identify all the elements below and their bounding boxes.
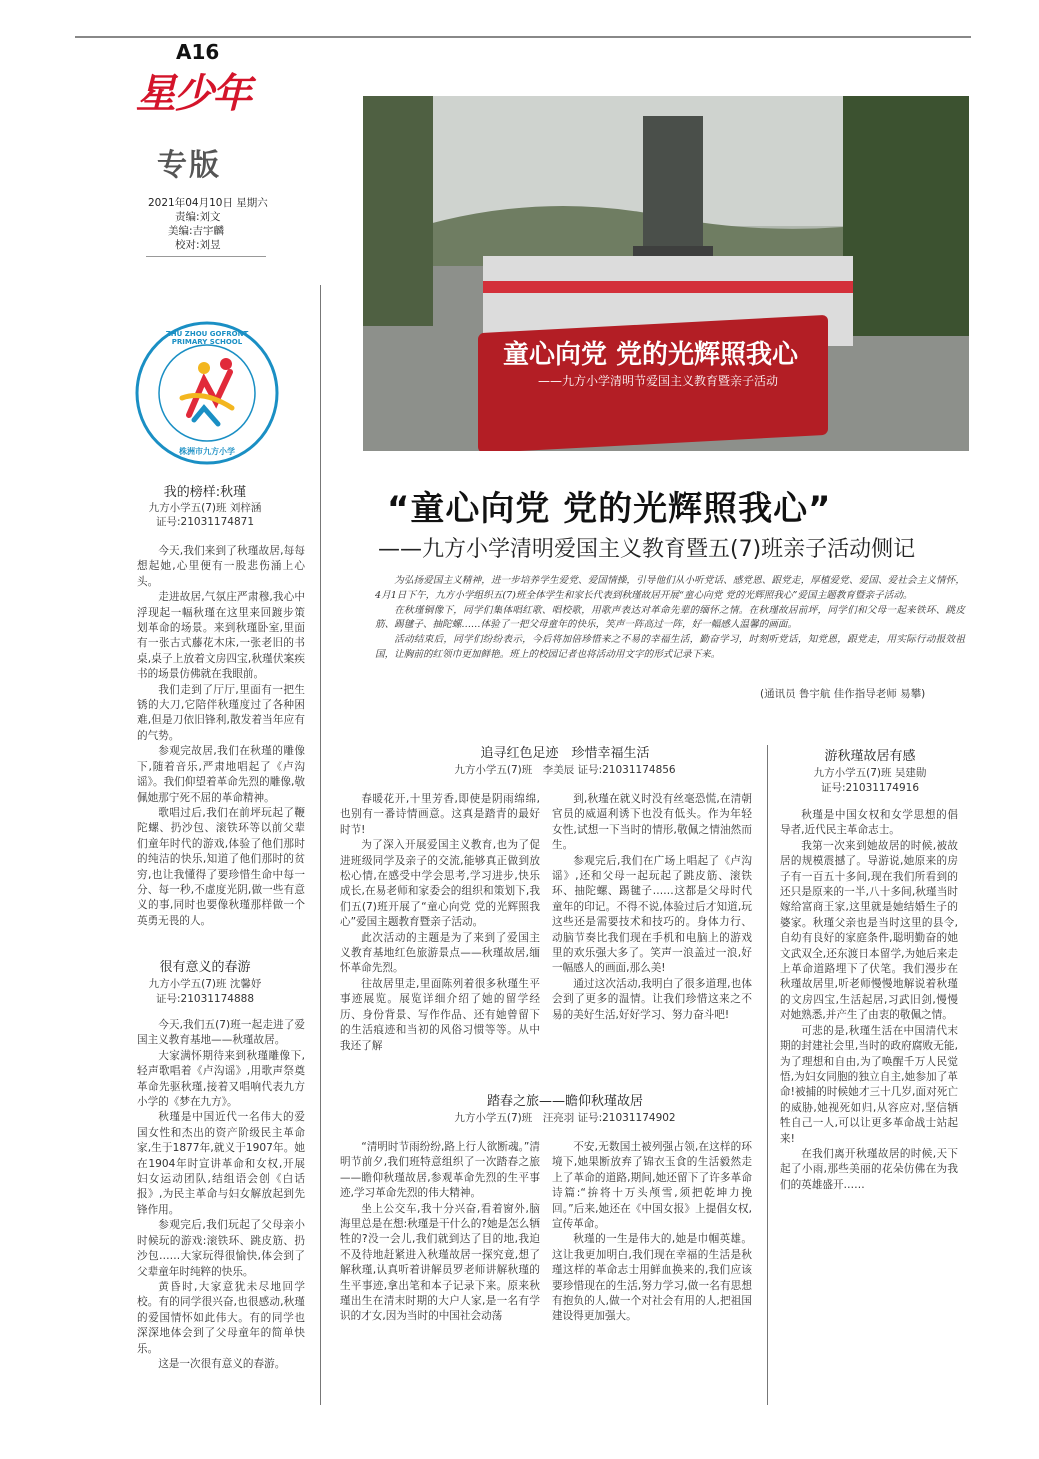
- paragraph: 坐上公交车,我十分兴奋,看着窗外,脑海里总是在想:秋瑾是干什么的?她是怎么牺牲的?没一会儿,我们就到达了目的地,我迫不及待地赶紧进入秋瑾故居一探究竟,想了解秋瑾,认真听着讲解员罗老师讲解秋瑾的生平事迹,拿出笔和本子记录下来。原来秋瑾出生在清末时期的大户人家,是一名有学识的才女,因为当时的中国社会动荡: [340, 1202, 540, 1323]
- newspaper-logo: 星少年: [136, 70, 250, 117]
- article-body: [137, 544, 305, 929]
- lead-paragraph: 为弘扬爱国主义精神，进一步培养学生爱党、爱国情操，引导他们从小听党话、感党恩、跟党走，厚植爱党、爱国、爱社会主义情怀，4月1日下午，九方小学组织五(7)班全体学生和家长代表到秋瑾故居开展“童心向党 党的光辉照我心”爱国主题教育暨亲子活动。: [375, 575, 965, 601]
- main-subheadline: ——九方小学清明爱国主义教育暨五(7)班亲子活动侧记: [378, 537, 916, 562]
- paragraph: 走进故居,气氛庄严肃穆,我心中浮现起一幅秋瑾在这里来回踱步策划革命的场景。来到秋瑾卧室,里面有一张古式藤花木床,一张老旧的书桌,桌子上放着文房四宝,秋瑾伏案疾书的场景仿佛就在我眼前。: [137, 591, 305, 681]
- lead-paragraph: 在秋瑾铜像下，同学们集体唱红歌、唱校歌，用歌声表达对革命先辈的缅怀之情。在秋瑾故居前坪，同学们和父母一起来铁环、跳皮筋、踢毽子、抽陀螺……体验了一把父母童年的快乐，笑声一阵高过一阵，好一幅感人温馨的画面。: [375, 604, 965, 631]
- article-body: [137, 1018, 305, 1372]
- paragraph: 秋瑾是中国近代一名伟大的爱国女性和杰出的资产阶级民主革命家,生于1877年,就义于1907年。她在1904年时宣讲革命和女权,开展妇女运动团队,结组语会创《白话报》,为民主革命与妇女解放起到先锋作用。: [137, 1111, 305, 1216]
- article-id: 证号:21031174871: [155, 516, 255, 528]
- article-byline: 九方小学五(7)班 李美辰 证号:21031174856: [454, 764, 676, 776]
- article-title: 踏春之旅——瞻仰秋瑾故居: [486, 1094, 643, 1109]
- article-byline: 九方小学五(7)班 刘梓涵: [148, 502, 262, 514]
- paragraph: 大家满怀期待来到秋瑾雕像下,轻声歌唱着《卢沟谣》,用歌声祭奠革命先驱秋瑾,接着又唱响代表九方小学的《梦在九方》。: [137, 1049, 305, 1109]
- paragraph: 歌唱过后,我们在前坪玩起了鞭陀螺、扔沙包、滚铁环等以前父辈们童年时代的游戏,体验了他们那时的纯洁的快乐,知道了他们那时的贫穷,也让我懂得了要珍惜生命中每一分、每一秒,不虚度光阴,做一些有意义的事,同时也要像秋瑾那样做一个英勇无畏的人。: [137, 806, 305, 927]
- school-logo-cn: 株洲市九方小学: [179, 447, 235, 456]
- article-id: 证号:21031174888: [155, 993, 255, 1005]
- section-label: 专版: [157, 148, 221, 183]
- article-body-col2: [552, 1140, 752, 1325]
- article-byline: 九方小学五(7)班 沈馨妤: [148, 978, 262, 990]
- paragraph: 参观完后,我们玩起了父母亲小时候玩的游戏:滚铁环、跳皮筋、扔沙包……大家玩得很愉快,体会到了父辈童年时纯粹的快乐。: [137, 1219, 305, 1278]
- paragraph: 通过这次活动,我明白了很多道理,也体会到了更多的温情。让我们珍惜这来之不易的美好生活,好好学习、努力奋斗吧!: [552, 977, 752, 1021]
- lead-paragraphs: [375, 574, 965, 663]
- main-headline: “童心向党 党的光辉照我心”: [387, 489, 832, 529]
- paragraph: 今天,我们来到了秋瑾故居,每每想起她,心里便有一股悲伤涌上心头。: [137, 545, 305, 588]
- right-column-rule: [767, 745, 768, 1405]
- group-photo: [363, 96, 969, 451]
- masthead-divider: [146, 256, 266, 257]
- page-number: A16: [176, 40, 220, 64]
- photo-banner-subtitle: ——九方小学清明节爱国主义教育暨亲子活动: [538, 374, 779, 388]
- paragraph: 我第一次来到她故居的时候,被故居的规模震撼了。导游说,她原来的房子有一百五十多间,现在我们所看到的还只是原来的一半,八十多间,秋瑾当时嫁给富商王家,这里就是她结婚生子的婆家。秋瑾父亲也是当时这里的县令,自幼有良好的家庭条件,聪明勤奋的她文武双全,还东渡日本留学,为她后来走上革命道路埋下了伏笔。我们漫步在秋瑾故居里,听老师慢慢地解说着秋瑾的文房四宝,生活起居,习武旧剑,慢慢对她熟悉,并产生了由衷的敬佩之情。: [780, 839, 958, 1022]
- article-id: 证号:21031174916: [820, 782, 920, 794]
- issue-date: 2021年04月10日 星期六: [148, 197, 268, 209]
- paragraph: “清明时节雨纷纷,路上行人欲断魂。”清明节前夕,我们班特意组织了一次踏春之旅——瞻仰秋瑾故居,参观革命先烈的生平事迹,学习革命先烈的伟大精神。: [340, 1141, 540, 1200]
- proof-credit: 校对:刘昱: [175, 239, 221, 251]
- paragraph: 为了深入开展爱国主义教育,也为了促进班级同学及亲子的交流,能够真正做到放松心情,在感受中学会思考,学习进步,快乐成长,在易老师和家委会的组织和策划下,我们五(7)班开展了“童心向党 党的光辉照我心”爱国主题教育暨亲子活动。: [340, 839, 540, 929]
- paragraph: 此次活动的主题是为了来到了爱国主义教育基地红色旅游景点——秋瑾故居,缅怀革命先烈。: [340, 931, 540, 975]
- paragraph: 今天,我们五(7)班一起走进了爱国主义教育基地——秋瑾故居。: [137, 1019, 305, 1047]
- paragraph: 参观完后,我们在广场上唱起了《卢沟谣》,还和父母一起玩起了跳皮筋、滚铁环、抽陀螺、踢毽子……这都是父母时代童年的印记。不得不说,体验过后才知道,玩这些还是需要技术和技巧的。身体力行、动脑节奏比我们现在手机和电脑上的游戏里的欢乐强大多了。笑声一浪盖过一浪,好一幅感人的画面,那么美!: [552, 854, 752, 975]
- lead-credit: (通讯员 鲁宇航 佳作指导老师 易攀): [760, 688, 926, 700]
- article-body-col1: [340, 1140, 540, 1325]
- photo-banner-title: 童心向党 党的光辉照我心: [503, 340, 799, 370]
- article-title: 追寻红色足迹 珍惜幸福生活: [480, 746, 650, 761]
- article-title: 我的榜样:秋瑾: [163, 485, 247, 500]
- left-column-rule: [320, 285, 321, 1405]
- article-byline: 九方小学五(7)班 汪亮羽 证号:21031174902: [454, 1112, 676, 1124]
- paragraph: 黄昏时,大家意犹未尽地回学校。有的同学很兴奋,也很感动,秋瑾的爱国情怀如此伟大。有的同学也深深地体会到了父母童年的简单快乐。: [137, 1280, 305, 1355]
- paragraph: 我们走到了厅厅,里面有一把生锈的大刀,它陪伴秋瑾度过了各种困难,但是刀依旧锋利,散发着当年应有的气势。: [137, 683, 305, 742]
- article-body: [780, 808, 958, 1193]
- article-title: 很有意义的春游: [159, 960, 251, 975]
- paragraph: 参观完故居,我们在秋瑾的雕像下,随着音乐,严肃地唱起了《卢沟谣》。我们仰望着革命先烈的雕像,敬佩她那宁死不屈的革命精神。: [137, 745, 305, 804]
- paragraph: 秋瑾的一生是伟大的,她是巾帼英雄。这让我更加明白,我们现在幸福的生活是秋瑾这样的革命志士用鲜血换来的,我们应该要珍惜现在的生活,努力学习,做一名有思想有抱负的人,做一个对社会有用的人,把祖国建设得更加强大。: [552, 1233, 752, 1323]
- paragraph: 春暖花开,十里芳香,即使是阴雨绵绵,也别有一番诗情画意。这真是踏青的最好时节!: [340, 793, 540, 836]
- paragraph: 到,秋瑾在就义时没有丝毫恐慌,在清朝官员的威逼利诱下也没有低头。作为年轻女性,试想一下当时的情形,敬佩之情油然而生。: [552, 793, 752, 852]
- paragraph: 往故居里走,里面陈列着很多秋瑾生平事迹展览。展览详细介绍了她的留学经历、身份背景、写作作品、还有她曾留下的生活痕迹和当初的风俗习惯等等。从中我还了解: [340, 977, 540, 1052]
- paragraph: 在我们离开秋瑾故居的时候,天下起了小雨,那些美丽的花朵仿佛在为我们的英雄盛开……: [780, 1147, 958, 1191]
- article-title: 游秋瑾故居有感: [824, 749, 916, 764]
- article-byline: 九方小学五(7)班 吴建勋: [813, 767, 927, 779]
- lead-paragraph: 活动结束后，同学们纷纷表示，今后将加倍珍惜来之不易的幸福生活，勤奋学习，时刻听党话，知党恩，跟党走，用实际行动报效祖国，让胸前的红领巾更加鲜艳。班上的校园记者也将活动用文字的形式记录下来。: [375, 634, 965, 660]
- article-body-col2: [552, 792, 752, 1023]
- school-logo-text: ZHU ZHOU GOFRONT PRIMARY SCHOOL: [165, 330, 249, 346]
- designer-credit: 美编:吉宇麟: [168, 225, 225, 237]
- top-rule: [75, 36, 971, 38]
- paragraph: 不安,无数国土被列强占领,在这样的环境下,她果断放弃了锦衣玉食的生活毅然走上了革命的道路,期间,她还留下了许多革命诗篇:“拚将十万头颅雪,须把乾坤力挽回。”后来,她还在《中国女报》上提倡女权,宣传革命。: [552, 1141, 752, 1231]
- paragraph: 秋瑾是中国女权和女学思想的倡导者,近代民主革命志士。: [780, 809, 958, 837]
- article-body-col1: [340, 792, 540, 1054]
- editor-credit: 责编:刘文: [175, 211, 221, 223]
- paragraph: 可悲的是,秋瑾生活在中国清代末期的封建社会里,当时的政府腐败无能,为了理想和自由,为了唤醒千万人民觉悟,为妇女同胞的独立自主,她参加了革命!被捕的时候她才三十几岁,面对死亡的威胁,她视死如归,从容应对,坚信牺牲自己一人,可以让更多革命战士站起来!: [780, 1024, 958, 1145]
- paragraph: 这是一次很有意义的春游。: [158, 1357, 286, 1370]
